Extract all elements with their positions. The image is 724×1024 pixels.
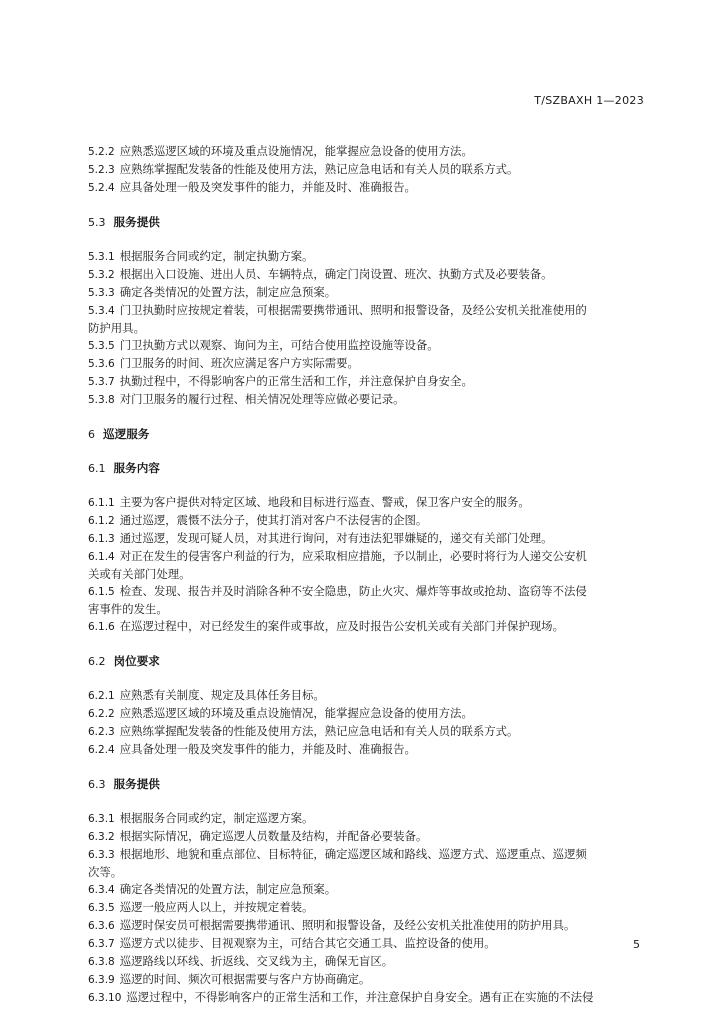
clause: [88, 618, 640, 636]
clause-text: 巡逻方式以徒步、目视观察为主，可结合其它交通工具、监控设备的使用。: [119, 936, 496, 950]
clause: [88, 494, 640, 512]
clause-text-continued: 关或有关部门处理。: [88, 567, 191, 581]
section-heading: [88, 653, 640, 670]
clause: [88, 248, 640, 266]
clause-text: 门卫服务的时间、班次应满足客户方实际需要。: [119, 356, 359, 370]
clause-number: 6.1.5: [88, 586, 115, 598]
clause-number: 6.1.6: [88, 621, 115, 633]
clause-text: 根据实际情况，确定巡逻人员数量及结构，并配备必要装备。: [119, 829, 428, 843]
clause-number: 6.3.3: [88, 849, 115, 861]
document-body: [88, 143, 640, 1007]
clause: [88, 705, 640, 723]
clause-text: 根据地形、地貌和重点部位、目标特征，确定巡逻区域和路线、巡逻方式、巡逻重点、巡逻频: [119, 847, 587, 861]
clause-text: 巡逻的时间、频次可根据需要与客户方协商确定。: [119, 972, 371, 986]
clause-number: 6.3.4: [88, 884, 115, 896]
section-title: 巡逻服务: [103, 427, 150, 441]
clause-text: 应熟练掌握配发装备的性能及使用方法，熟记应急电话和有关人员的联系方式。: [119, 162, 519, 176]
clause-text: 应具备处理一般及突发事件的能力，并能及时、准确报告。: [119, 180, 416, 194]
clause-number: 6.3.1: [88, 813, 115, 825]
section-title: 岗位要求: [113, 654, 160, 668]
clause-text: 巡逻路线以环线、折返线、交叉线为主，确保无盲区。: [119, 954, 394, 968]
clause: [88, 143, 640, 161]
clause-text: 根据服务合同或约定，制定巡逻方案。: [119, 811, 314, 825]
clause-text-continued: 次等。: [88, 865, 123, 879]
clause: [88, 548, 640, 583]
clause-text: 应熟悉有关制度、规定及具体任务目标。: [119, 688, 325, 702]
section-number: 6.3: [88, 778, 106, 791]
section-number: 6: [88, 428, 95, 441]
clause: [88, 583, 640, 618]
clause-text: 对正在发生的侵害客户利益的行为，应采取相应措施，予以制止，必要时将行为人递交公安机: [119, 549, 587, 563]
clause: [88, 302, 640, 337]
clause-number: 5.3.6: [88, 358, 115, 370]
clause-number: 6.2.1: [88, 690, 115, 702]
clause: [88, 179, 640, 197]
clause-number: 5.3.7: [88, 376, 115, 388]
clause: [88, 953, 640, 971]
section-heading: [88, 426, 640, 443]
clause: [88, 373, 640, 391]
clause-number: 6.3.5: [88, 902, 115, 914]
clause-number: 5.3.5: [88, 340, 115, 352]
clause: [88, 337, 640, 355]
section-heading: [88, 214, 640, 231]
clause-number: 6.1.4: [88, 551, 115, 563]
clause: [88, 687, 640, 705]
clause: [88, 899, 640, 917]
clause-text: 巡逻过程中，不得影响客户的正常生活和工作，并注意保护自身安全。遇有正在实施的不法侵: [126, 990, 594, 1004]
clause-text: 确定各类情况的处置方法，制定应急预案。: [119, 285, 337, 299]
clause: [88, 530, 640, 548]
section-heading: [88, 776, 640, 793]
clause-text-continued: 害事件的发生。: [88, 602, 168, 616]
clause-number: 6.3.7: [88, 938, 115, 950]
clause-text: 应具备处理一般及突发事件的能力，并能及时、准确报告。: [119, 742, 416, 756]
clause-number: 5.3.3: [88, 287, 115, 299]
clause-number: 5.3.1: [88, 251, 115, 263]
clause: [88, 723, 640, 741]
clause: [88, 935, 640, 953]
clause: [88, 266, 640, 284]
clause: [88, 828, 640, 846]
section-heading: [88, 460, 640, 477]
section-title: 服务提供: [113, 777, 160, 791]
clause: [88, 917, 640, 935]
clause-text: 应熟练掌握配发装备的性能及使用方法，熟记应急电话和有关人员的联系方式。: [119, 724, 519, 738]
clause: [88, 161, 640, 179]
page-number: 5: [633, 938, 640, 951]
section-number: 6.1: [88, 462, 106, 475]
section-title: 服务内容: [113, 461, 160, 475]
clause-text: 巡逻时保安员可根据需要携带通讯、照明和报警设备，及经公安机关批准使用的防护用具。: [119, 918, 576, 932]
clause-number: 6.2.4: [88, 744, 115, 756]
clause-text: 应熟悉巡逻区域的环境及重点设施情况，能掌握应急设备的使用方法。: [119, 706, 473, 720]
clause: [88, 846, 640, 881]
clause-number: 6.3.6: [88, 920, 115, 932]
clause-text: 巡逻一般应两人以上，并按规定着装。: [119, 900, 314, 914]
clause-text: 主要为客户提供对特定区域、地段和目标进行巡查、警戒，保卫客户安全的服务。: [119, 495, 530, 509]
clause-text: 对门卫服务的履行过程、相关情况处理等应做必要记录。: [119, 392, 405, 406]
clause-text: 门卫执勤时应按规定着装，可根据需要携带通讯、照明和报警设备，及经公安机关批准使用的: [119, 303, 587, 317]
clause-number: 6.2.3: [88, 726, 115, 738]
clause: [88, 741, 640, 759]
clause-number: 5.3.4: [88, 305, 115, 317]
clause: [88, 391, 640, 409]
clause: [88, 989, 640, 1007]
clause-text-continued: 防护用具。: [88, 321, 145, 335]
clause-text: 根据服务合同或约定，制定执勤方案。: [119, 249, 314, 263]
clause-text: 门卫执勤方式以观察、询问为主，可结合使用监控设施等设备。: [119, 338, 439, 352]
clause-number: 6.3.8: [88, 956, 115, 968]
clause-text: 通过巡逻，震慑不法分子，使其打消对客户不法侵害的企图。: [119, 513, 428, 527]
clause-number: 6.3.9: [88, 974, 115, 986]
clause-text: 执勤过程中，不得影响客户的正常生活和工作，并注意保护自身安全。: [119, 374, 473, 388]
clause-text: 根据出入口设施、进出人员、车辆特点，确定门岗设置、班次、执勤方式及必要装备。: [119, 267, 553, 281]
clause-text: 在巡逻过程中，对已经发生的案件或事故，应及时报告公安机关或有关部门并保护现场。: [119, 619, 564, 633]
clause-number: 5.3.2: [88, 269, 115, 281]
clause-text: 检查、发现、报告并及时消除各种不安全隐患，防止火灾、爆炸等事故或抢劫、盗窃等不法侵: [119, 584, 587, 598]
clause-text: 应熟悉巡逻区域的环境及重点设施情况，能掌握应急设备的使用方法。: [119, 144, 473, 158]
clause-number: 6.2.2: [88, 708, 115, 720]
clause: [88, 810, 640, 828]
clause-number: 6.3.10: [88, 992, 122, 1004]
clause-text: 确定各类情况的处置方法，制定应急预案。: [119, 882, 337, 896]
clause: [88, 284, 640, 302]
clause-text: 通过巡逻，发现可疑人员，对其进行询问，对有违法犯罪嫌疑的，递交有关部门处理。: [119, 531, 553, 545]
section-number: 5.3: [88, 216, 106, 229]
clause: [88, 355, 640, 373]
section-title: 服务提供: [113, 215, 160, 229]
clause-number: 5.2.4: [88, 182, 115, 194]
clause: [88, 512, 640, 530]
clause-number: 5.2.2: [88, 146, 115, 158]
clause-number: 6.1.3: [88, 533, 115, 545]
clause: [88, 881, 640, 899]
document-code: T/SZBAXH 1—2023: [534, 94, 644, 107]
clause-number: 5.3.8: [88, 394, 115, 406]
clause-number: 6.3.2: [88, 831, 115, 843]
clause-number: 5.2.3: [88, 164, 115, 176]
clause: [88, 971, 640, 989]
clause-number: 6.1.2: [88, 515, 115, 527]
section-number: 6.2: [88, 655, 106, 668]
clause-number: 6.1.1: [88, 497, 115, 509]
